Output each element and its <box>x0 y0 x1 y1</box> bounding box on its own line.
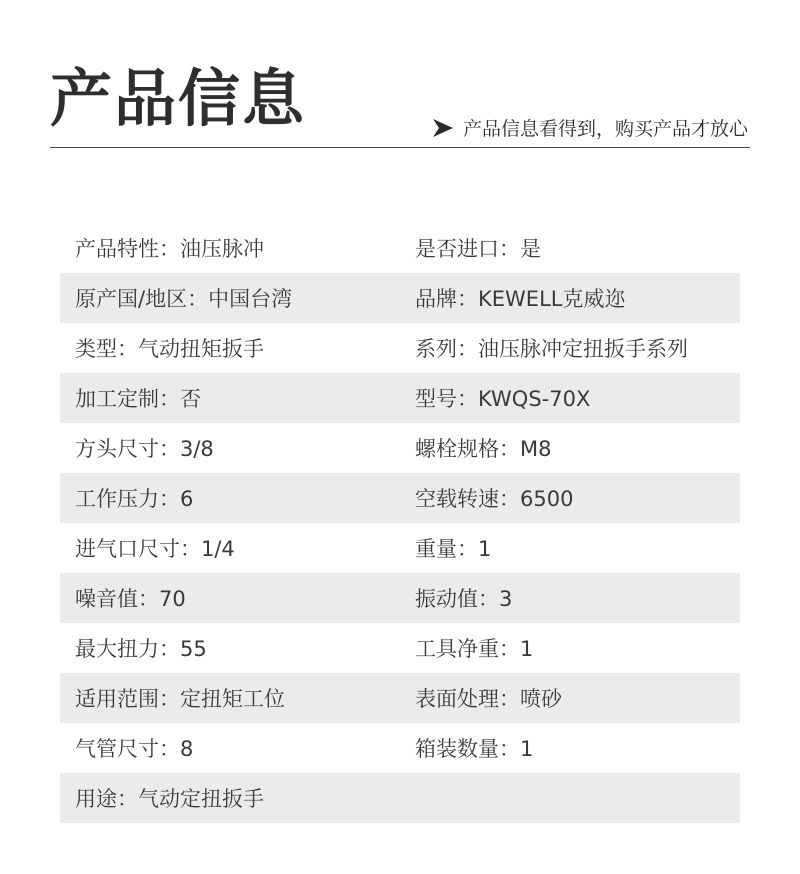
spec-cell-left: 噪音值：70 <box>75 587 186 611</box>
spec-row <box>60 223 740 273</box>
spec-table <box>60 223 740 823</box>
page-title: 产品信息 <box>50 62 307 135</box>
spec-cell-right: 螺栓规格：M8 <box>415 437 552 461</box>
spec-cell-right: 重量：1 <box>415 537 492 561</box>
spec-cell-right: 型号：KWQS-70X <box>415 387 591 411</box>
spec-cell-left: 气管尺寸：8 <box>75 737 194 761</box>
tagline-text: 产品信息看得到，购买产品才放心 <box>462 118 748 140</box>
spec-cell-right: 空载转速：6500 <box>415 487 574 511</box>
spec-row <box>60 473 740 523</box>
header-divider <box>50 147 750 148</box>
spec-row <box>60 523 740 573</box>
spec-row <box>60 423 740 473</box>
spec-cell-right: 振动值：3 <box>415 587 513 611</box>
spec-cell-left: 原产国/地区：中国台湾 <box>75 287 293 311</box>
spec-cell-left: 用途：气动定扭扳手 <box>75 787 264 811</box>
spec-row <box>60 673 740 723</box>
tagline <box>433 114 748 141</box>
spec-cell-left: 工作压力：6 <box>75 487 194 511</box>
spec-cell-left: 进气口尺寸：1/4 <box>75 537 235 561</box>
spec-cell-left: 适用范围：定扭矩工位 <box>75 687 285 711</box>
spec-row <box>60 723 740 773</box>
spec-cell-left: 类型：气动扭矩扳手 <box>75 337 264 361</box>
spec-row <box>60 323 740 373</box>
spec-row <box>60 373 740 423</box>
spec-row <box>60 773 740 823</box>
spec-cell-right: 系列：油压脉冲定扭扳手系列 <box>415 337 688 361</box>
spec-cell-left: 最大扭力：55 <box>75 637 207 661</box>
spec-cell-right: 表面处理：喷砂 <box>415 687 562 711</box>
spec-row <box>60 573 740 623</box>
spec-cell-right: 是否进口：是 <box>415 237 541 261</box>
spec-cell-left: 方头尺寸：3/8 <box>75 437 214 461</box>
spec-cell-right: 品牌：KEWELL克威迩 <box>415 287 626 311</box>
arrow-right-icon <box>433 119 453 137</box>
spec-cell-left: 产品特性：油压脉冲 <box>75 237 264 261</box>
spec-row <box>60 623 740 673</box>
spec-cell-right: 工具净重：1 <box>415 637 534 661</box>
spec-cell-right: 箱装数量：1 <box>415 737 534 761</box>
spec-row <box>60 273 740 323</box>
spec-cell-left: 加工定制：否 <box>75 387 201 411</box>
